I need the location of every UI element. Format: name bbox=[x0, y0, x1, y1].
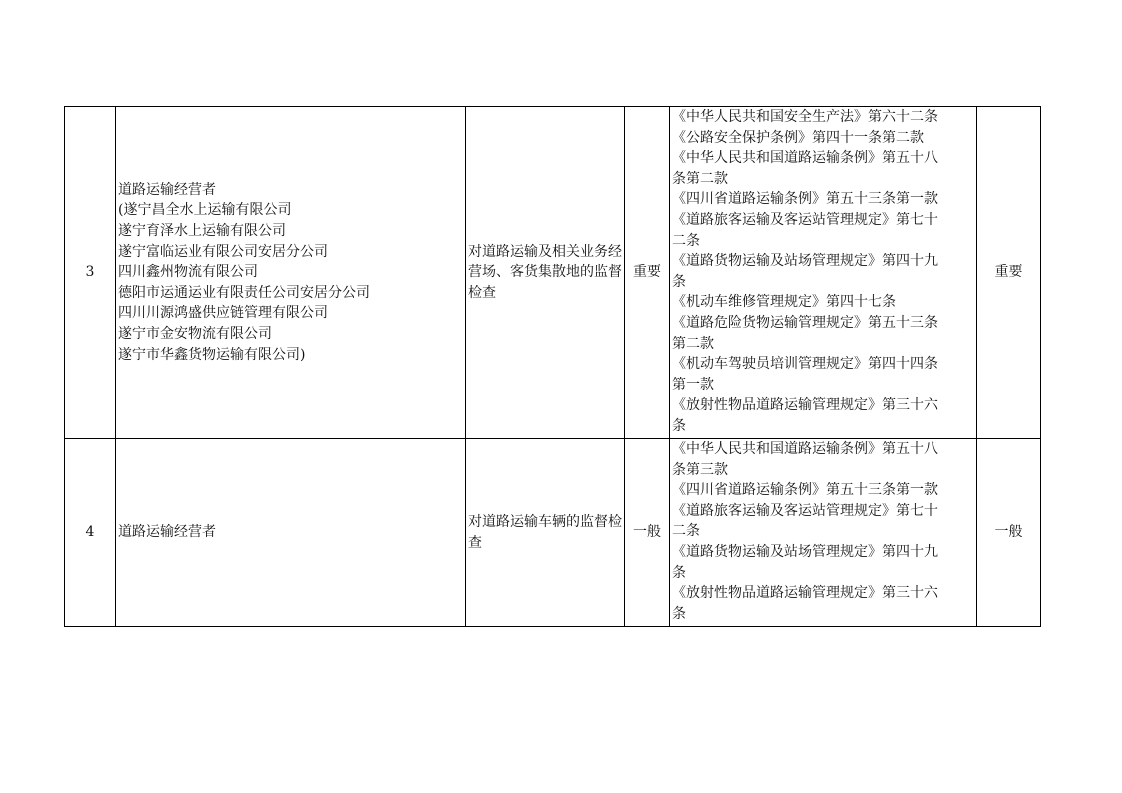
basis-line: 《道路货物运输及站场管理规定》第四十九 bbox=[672, 543, 938, 560]
basis-line: 《放射性物品道路运输管理规定》第三十六 bbox=[672, 397, 938, 414]
result-level: 重要 bbox=[977, 107, 1041, 439]
subject-line: 德阳市运通运业有限责任公司安居分公司 bbox=[118, 284, 370, 301]
row-number: 3 bbox=[65, 107, 116, 439]
basis-line: 第一款 bbox=[672, 376, 714, 393]
basis-line: 条 bbox=[672, 564, 686, 581]
basis-line: 《四川省道路运输条例》第五十三条第一款 bbox=[672, 191, 938, 208]
basis-line: 条第二款 bbox=[672, 170, 728, 187]
basis-line: 《公路安全保护条例》第四十一条第二款 bbox=[672, 129, 924, 146]
basis-line: 《机动车维修管理规定》第四十七条 bbox=[672, 294, 896, 311]
basis-line: 条第三款 bbox=[672, 461, 728, 478]
basis-line: 二条 bbox=[672, 523, 700, 540]
subject-line: 遂宁市金安物流有限公司 bbox=[118, 325, 272, 342]
inspection-item-text: 对道路运输车辆的监督检查 bbox=[468, 513, 622, 551]
basis-line: 《中华人民共和国道路运输条例》第五十八 bbox=[672, 441, 938, 457]
basis-line: 条 bbox=[672, 417, 686, 434]
basis-line: 条 bbox=[672, 273, 686, 290]
inspection-item bbox=[466, 107, 625, 439]
legal-basis bbox=[670, 439, 977, 627]
subject-line: 道路运输经营者 bbox=[118, 524, 216, 541]
basis-line: 《放射性物品道路运输管理规定》第三十六 bbox=[672, 585, 938, 602]
subject-line: 四川川源鸿盛供应链管理有限公司 bbox=[118, 305, 328, 322]
subject-line: 遂宁市华鑫货物运输有限公司) bbox=[118, 346, 306, 363]
basis-line: 《道路旅客运输及客运站管理规定》第七十 bbox=[672, 502, 938, 519]
result-level: 一般 bbox=[977, 439, 1041, 627]
inspection-item-text: 对道路运输及相关业务经营场、客货集散地的监督检查 bbox=[468, 243, 622, 301]
table-row bbox=[65, 439, 1041, 627]
table-row bbox=[65, 107, 1041, 439]
basis-line: 条 bbox=[672, 605, 686, 622]
subject-line: 遂宁育泽水上运输有限公司 bbox=[118, 223, 286, 240]
legal-basis bbox=[670, 107, 977, 439]
subject-line: 四川鑫州物流有限公司 bbox=[118, 264, 258, 281]
basis-line: 《中华人民共和国安全生产法》第六十二条 bbox=[672, 109, 938, 125]
subject-line: (遂宁昌全水上运输有限公司 bbox=[118, 202, 292, 219]
basis-line: 《四川省道路运输条例》第五十三条第一款 bbox=[672, 482, 938, 499]
basis-line: 《道路旅客运输及客运站管理规定》第七十 bbox=[672, 211, 938, 228]
inspected-subject bbox=[116, 439, 466, 627]
basis-line: 《机动车驾驶员培训管理规定》第四十四条 bbox=[672, 356, 938, 373]
basis-line: 第二款 bbox=[672, 335, 714, 352]
inspected-subject bbox=[116, 107, 466, 439]
inspection-table bbox=[64, 106, 1041, 627]
subject-line: 遂宁富临运业有限公司安居分公司 bbox=[118, 243, 328, 260]
importance-level: 重要 bbox=[625, 107, 670, 439]
basis-line: 《中华人民共和国道路运输条例》第五十八 bbox=[672, 150, 938, 167]
row-number: 4 bbox=[65, 439, 116, 627]
basis-line: 《道路货物运输及站场管理规定》第四十九 bbox=[672, 253, 938, 270]
inspection-item bbox=[466, 439, 625, 627]
basis-line: 二条 bbox=[672, 232, 700, 249]
subject-line: 道路运输经营者 bbox=[118, 181, 216, 198]
basis-line: 《道路危险货物运输管理规定》第五十三条 bbox=[672, 314, 938, 331]
importance-level: 一般 bbox=[625, 439, 670, 627]
